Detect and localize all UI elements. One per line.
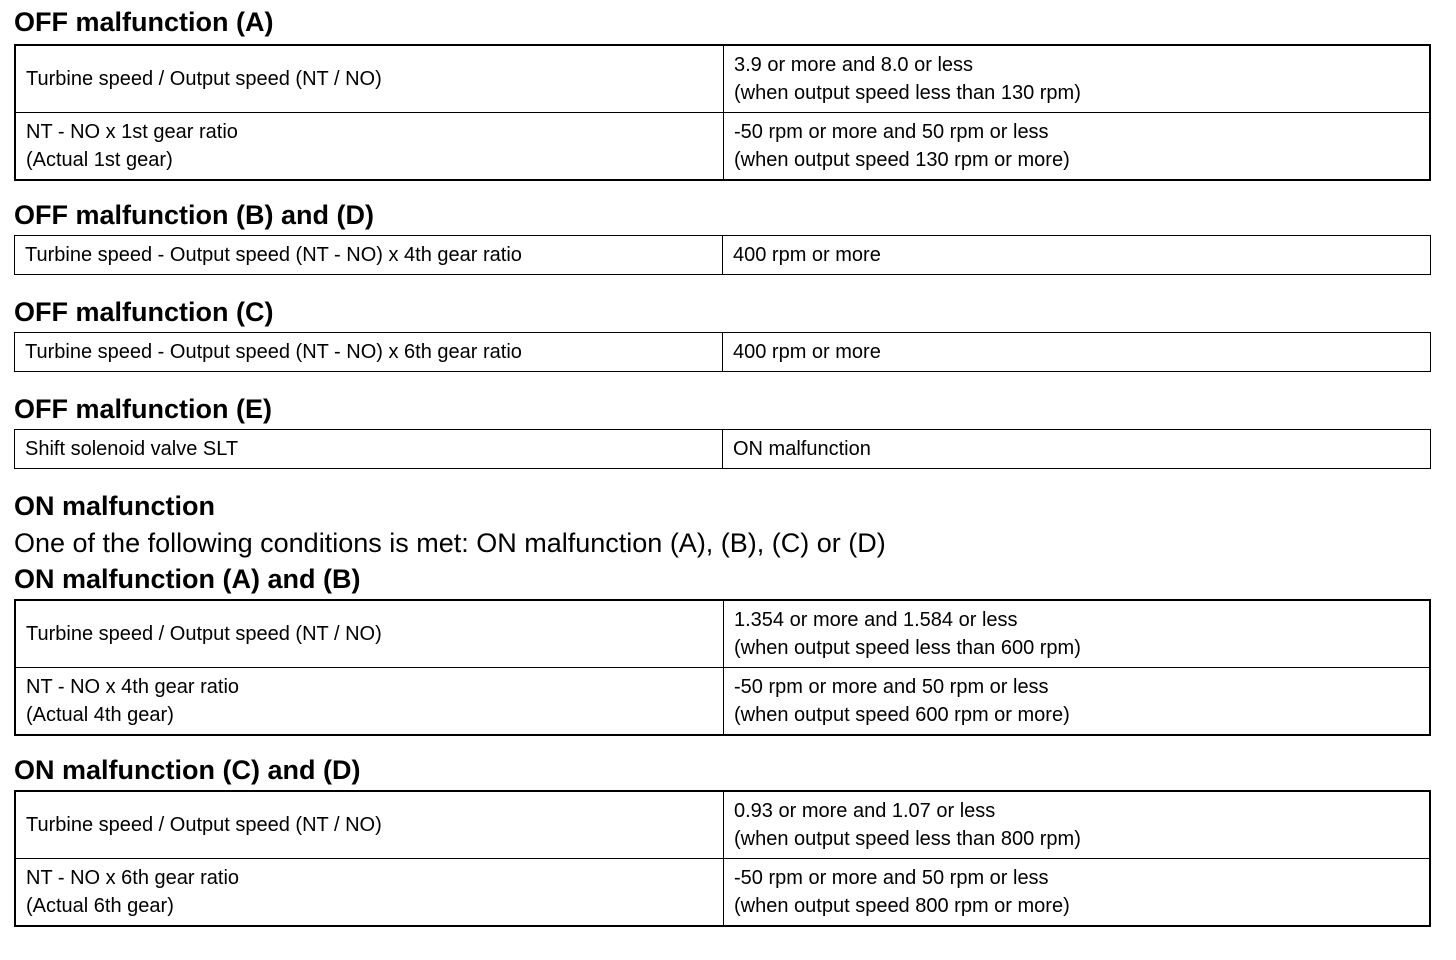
section-heading-off-c: OFF malfunction (C) <box>14 297 274 327</box>
table-row <box>15 236 1431 275</box>
condition-cell <box>15 668 724 736</box>
condition-note: (Actual 4th gear) <box>26 704 174 726</box>
condition-note: (Actual 1st gear) <box>26 149 173 171</box>
condition-cell <box>15 333 723 372</box>
threshold-text: ON malfunction <box>733 438 871 460</box>
condition-table-off-a <box>14 44 1431 181</box>
condition-text: Turbine speed / Output speed (NT / NO) <box>26 623 382 645</box>
threshold-text: 3.9 or more and 8.0 or less <box>734 54 974 76</box>
condition-text: Turbine speed / Output speed (NT / NO) <box>26 814 382 836</box>
threshold-text: -50 rpm or more and 50 rpm or less <box>734 121 1049 143</box>
section-heading-off-b-d: OFF malfunction (B) and (D) <box>14 200 374 230</box>
condition-table-off-e <box>14 429 1431 469</box>
threshold-cell <box>724 600 1431 668</box>
table-row <box>15 600 1430 668</box>
threshold-cell <box>723 333 1431 372</box>
condition-text: NT - NO x 1st gear ratio <box>26 121 238 143</box>
threshold-cell <box>724 668 1431 736</box>
condition-cell <box>15 791 724 859</box>
section-heading-off-a: OFF malfunction (A) <box>14 7 274 37</box>
condition-text: Turbine speed / Output speed (NT / NO) <box>26 68 382 90</box>
threshold-text: 400 rpm or more <box>733 341 881 363</box>
table-row <box>15 333 1431 372</box>
threshold-cell <box>724 859 1431 927</box>
table-row <box>15 113 1430 181</box>
threshold-cell <box>723 236 1431 275</box>
table-row <box>15 430 1431 469</box>
condition-text: Turbine speed - Output speed (NT - NO) x 4th gear ratio <box>25 244 522 266</box>
table-row <box>15 45 1430 113</box>
threshold-text: 1.354 or more and 1.584 or less <box>734 609 1018 631</box>
threshold-note: (when output speed less than 600 rpm) <box>734 637 1081 659</box>
table-row <box>15 859 1430 927</box>
table-row <box>15 791 1430 859</box>
section-heading-off-e: OFF malfunction (E) <box>14 394 272 424</box>
condition-table-on-c-d <box>14 790 1431 927</box>
condition-cell <box>15 113 724 181</box>
condition-table-off-b-d <box>14 235 1431 275</box>
threshold-text: -50 rpm or more and 50 rpm or less <box>734 867 1049 889</box>
condition-cell <box>15 236 723 275</box>
table-row <box>15 668 1430 736</box>
condition-text: Turbine speed - Output speed (NT - NO) x 6th gear ratio <box>25 341 522 363</box>
threshold-cell <box>724 791 1431 859</box>
condition-cell <box>15 45 724 113</box>
condition-cell <box>15 430 723 469</box>
condition-note: (Actual 6th gear) <box>26 895 174 917</box>
threshold-cell <box>724 45 1431 113</box>
section-heading-on: ON malfunction <box>14 491 215 521</box>
condition-text: NT - NO x 6th gear ratio <box>26 867 240 889</box>
condition-text: NT - NO x 4th gear ratio <box>26 676 240 698</box>
threshold-text: 0.93 or more and 1.07 or less <box>734 800 996 822</box>
condition-table-on-a-b <box>14 599 1431 736</box>
condition-cell <box>15 600 724 668</box>
section-heading-on-c-d: ON malfunction (C) and (D) <box>14 755 361 785</box>
threshold-text: 400 rpm or more <box>733 244 881 266</box>
section-description: One of the following conditions is met: ON malfunction (A), (B), (C) or (D) <box>14 528 886 558</box>
threshold-cell <box>723 430 1431 469</box>
threshold-cell <box>724 113 1431 181</box>
condition-table-off-c <box>14 332 1431 372</box>
condition-cell <box>15 859 724 927</box>
threshold-note: (when output speed 130 rpm or more) <box>734 149 1070 171</box>
threshold-note: (when output speed 600 rpm or more) <box>734 704 1070 726</box>
threshold-note: (when output speed 800 rpm or more) <box>734 895 1070 917</box>
threshold-note: (when output speed less than 800 rpm) <box>734 828 1081 850</box>
threshold-text: -50 rpm or more and 50 rpm or less <box>734 676 1049 698</box>
threshold-note: (when output speed less than 130 rpm) <box>734 82 1081 104</box>
condition-text: Shift solenoid valve SLT <box>25 438 239 460</box>
section-heading-on-a-b: ON malfunction (A) and (B) <box>14 564 361 594</box>
